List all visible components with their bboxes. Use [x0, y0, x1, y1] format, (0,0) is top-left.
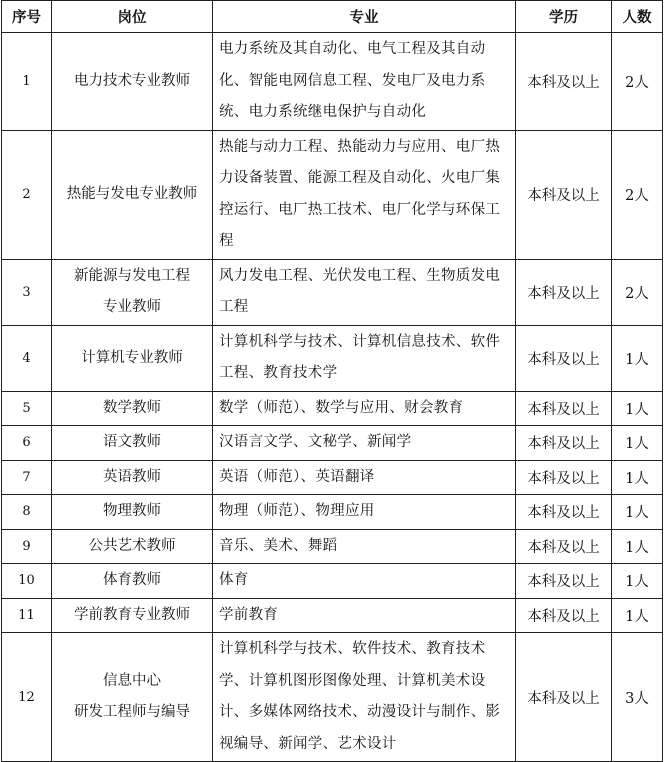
row-index: 3 [2, 259, 52, 325]
row-count: 1人 [612, 325, 663, 391]
row-index: 5 [2, 391, 52, 426]
header-count: 人数 [612, 1, 663, 33]
position-line: 研发工程师与编导 [74, 704, 190, 720]
row-education: 本科及以上 [516, 460, 612, 495]
position-line: 语文教师 [103, 434, 161, 451]
row-count: 2人 [612, 130, 663, 259]
table-row [2, 391, 663, 426]
row-education: 本科及以上 [516, 564, 612, 599]
row-major: 物理（师范）、物理应用 [213, 495, 516, 530]
row-index: 6 [2, 426, 52, 461]
row-index: 4 [2, 325, 52, 391]
table-row [2, 598, 663, 633]
table-row [2, 259, 663, 325]
row-index: 9 [2, 529, 52, 564]
table-row [2, 633, 663, 762]
row-position [52, 529, 213, 564]
table-row [2, 460, 663, 495]
table-row [2, 130, 663, 259]
row-major: 计算机科学与技术、计算机信息技术、软件工程、教育技术学 [213, 325, 516, 391]
row-position [52, 426, 213, 461]
row-major: 热能与动力工程、热能动力与应用、电厂热力设备装置、能源工程及自动化、火电厂集控运行、电厂热工技术、电厂化学与环保工程 [213, 130, 516, 259]
recruitment-table [1, 0, 663, 762]
row-position [52, 391, 213, 426]
position-line: 英语教师 [103, 468, 161, 485]
table-body [2, 33, 663, 762]
row-index: 11 [2, 598, 52, 633]
row-count: 1人 [612, 529, 663, 564]
header-education: 学历 [516, 1, 612, 33]
row-count: 1人 [612, 426, 663, 461]
table-row [2, 325, 663, 391]
header-major: 专业 [213, 1, 516, 33]
row-education: 本科及以上 [516, 259, 612, 325]
row-major: 电力系统及其自动化、电气工程及其自动化、智能电网信息工程、发电厂及电力系统、电力系统继电保护与自动化 [213, 33, 516, 131]
header-index: 序号 [2, 1, 52, 33]
row-count: 1人 [612, 564, 663, 599]
row-education: 本科及以上 [516, 598, 612, 633]
table-row [2, 426, 663, 461]
row-major: 汉语言文学、文秘学、新闻学 [213, 426, 516, 461]
row-count: 3人 [612, 633, 663, 762]
table-row [2, 564, 663, 599]
position-line: 学前教育专业教师 [74, 606, 190, 623]
position-line: 电力技术专业教师 [74, 72, 190, 89]
row-index: 1 [2, 33, 52, 131]
row-major: 数学（师范）、数学与应用、财会教育 [213, 391, 516, 426]
table-row [2, 495, 663, 530]
position-line: 体育教师 [103, 572, 161, 589]
row-count: 2人 [612, 33, 663, 131]
row-education: 本科及以上 [516, 426, 612, 461]
position-line: 新能源与发电工程 [74, 268, 190, 284]
row-major: 体育 [213, 564, 516, 599]
row-position [52, 633, 213, 762]
row-count: 1人 [612, 460, 663, 495]
row-major: 音乐、美术、舞蹈 [213, 529, 516, 564]
row-index: 10 [2, 564, 52, 599]
row-major: 学前教育 [213, 598, 516, 633]
row-education: 本科及以上 [516, 529, 612, 564]
row-index: 12 [2, 633, 52, 762]
row-count: 1人 [612, 391, 663, 426]
row-position [52, 460, 213, 495]
row-index: 2 [2, 130, 52, 259]
row-index: 7 [2, 460, 52, 495]
row-major: 风力发电工程、光伏发电工程、生物质发电工程 [213, 259, 516, 325]
row-education: 本科及以上 [516, 495, 612, 530]
position-line: 信息中心 [103, 673, 161, 689]
position-line: 热能与发电专业教师 [66, 186, 198, 202]
row-index: 8 [2, 495, 52, 530]
row-position [52, 130, 213, 259]
row-major: 计算机科学与技术、软件技术、教育技术学、计算机图形图像处理、计算机美术设计、多媒体网络技术、动漫设计与制作、影视编导、新闻学、艺术设计 [213, 633, 516, 762]
row-education: 本科及以上 [516, 33, 612, 131]
position-line: 数学教师 [103, 399, 161, 416]
row-position [52, 259, 213, 325]
row-position [52, 495, 213, 530]
header-position: 岗位 [52, 1, 213, 33]
row-education: 本科及以上 [516, 391, 612, 426]
row-count: 1人 [612, 598, 663, 633]
row-education: 本科及以上 [516, 633, 612, 762]
table-row [2, 529, 663, 564]
row-count: 2人 [612, 259, 663, 325]
row-education: 本科及以上 [516, 130, 612, 259]
row-position [52, 564, 213, 599]
row-position [52, 598, 213, 633]
row-position [52, 325, 213, 391]
row-major: 英语（师范）、英语翻译 [213, 460, 516, 495]
position-line: 计算机专业教师 [81, 349, 183, 366]
row-education: 本科及以上 [516, 325, 612, 391]
row-position [52, 33, 213, 131]
header-row [2, 1, 663, 33]
position-line: 物理教师 [103, 503, 161, 520]
position-line: 公共艺术教师 [88, 537, 176, 554]
row-count: 1人 [612, 495, 663, 530]
position-line: 专业教师 [103, 299, 161, 315]
table-row [2, 33, 663, 131]
